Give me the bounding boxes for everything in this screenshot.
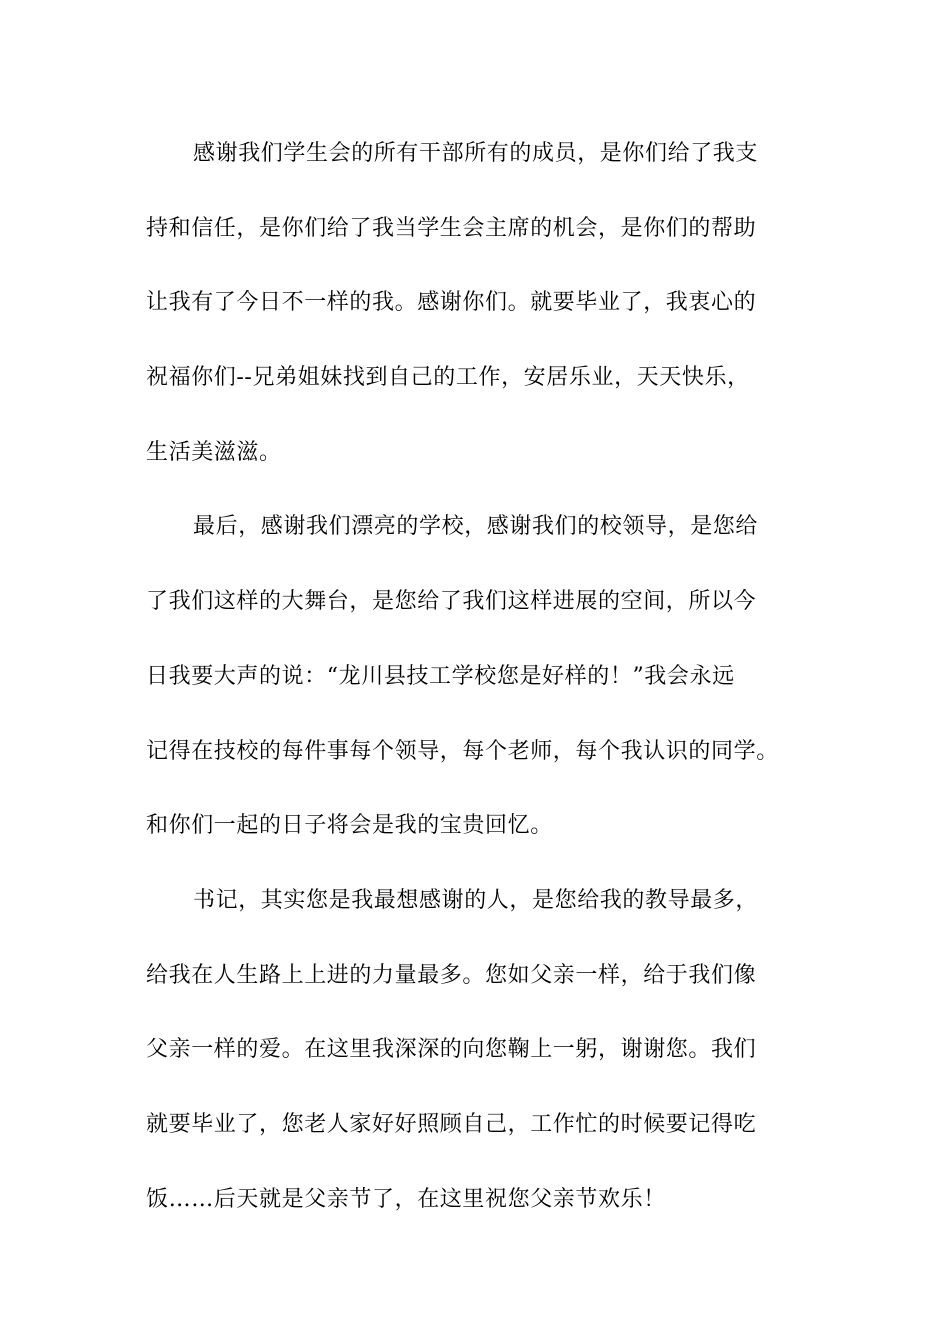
paragraph-2-line-2: 了我们这样的大舞台，是您给了我们这样进展的空间，所以今	[146, 589, 757, 615]
document-body	[146, 134, 846, 1254]
paragraph-1-line-5: 生活美滋滋。	[146, 439, 282, 465]
paragraph-1-line-4: 祝福你们--兄弟姐妹找到自己的工作，安居乐业，天天快乐，	[146, 365, 750, 391]
paragraph-3-line-3: 父亲一样的爱。在这里我深深的向您鞠上一躬，谢谢您。我们	[146, 1037, 757, 1063]
paragraph-2-line-3: 日我要大声的说：“龙川县技工学校您是好样的！”我会永远	[146, 663, 735, 689]
paragraph-1-line-2: 持和信任，是你们给了我当学生会主席的机会，是你们的帮助	[146, 215, 757, 241]
paragraph-3-line-1: 书记，其实您是我最想感谢的人，是您给我的教导最多，	[193, 887, 759, 913]
paragraph-2-line-1: 最后，感谢我们漂亮的学校，感谢我们的校领导，是您给	[193, 514, 759, 540]
paragraph-3-line-5: 饭……后天就是父亲节了，在这里祝您父亲节欢乐！	[146, 1186, 666, 1212]
paragraph-1-line-3: 让我有了今日不一样的我。感谢你们。就要毕业了，我衷心的	[146, 290, 757, 316]
paragraph-2-line-4: 记得在技校的每件事每个领导，每个老师，每个我认识的同学。	[146, 738, 779, 764]
paragraph-2-line-5: 和你们一起的日子将会是我的宝贵回忆。	[146, 813, 553, 839]
paragraph-3-line-4: 就要毕业了，您老人家好好照顾自己，工作忙的时候要记得吃	[146, 1111, 757, 1137]
paragraph-1-line-1: 感谢我们学生会的所有干部所有的成员，是你们给了我支	[193, 141, 759, 166]
paragraph-3-line-2: 给我在人生路上上进的力量最多。您如父亲一样，给于我们像	[146, 962, 757, 988]
